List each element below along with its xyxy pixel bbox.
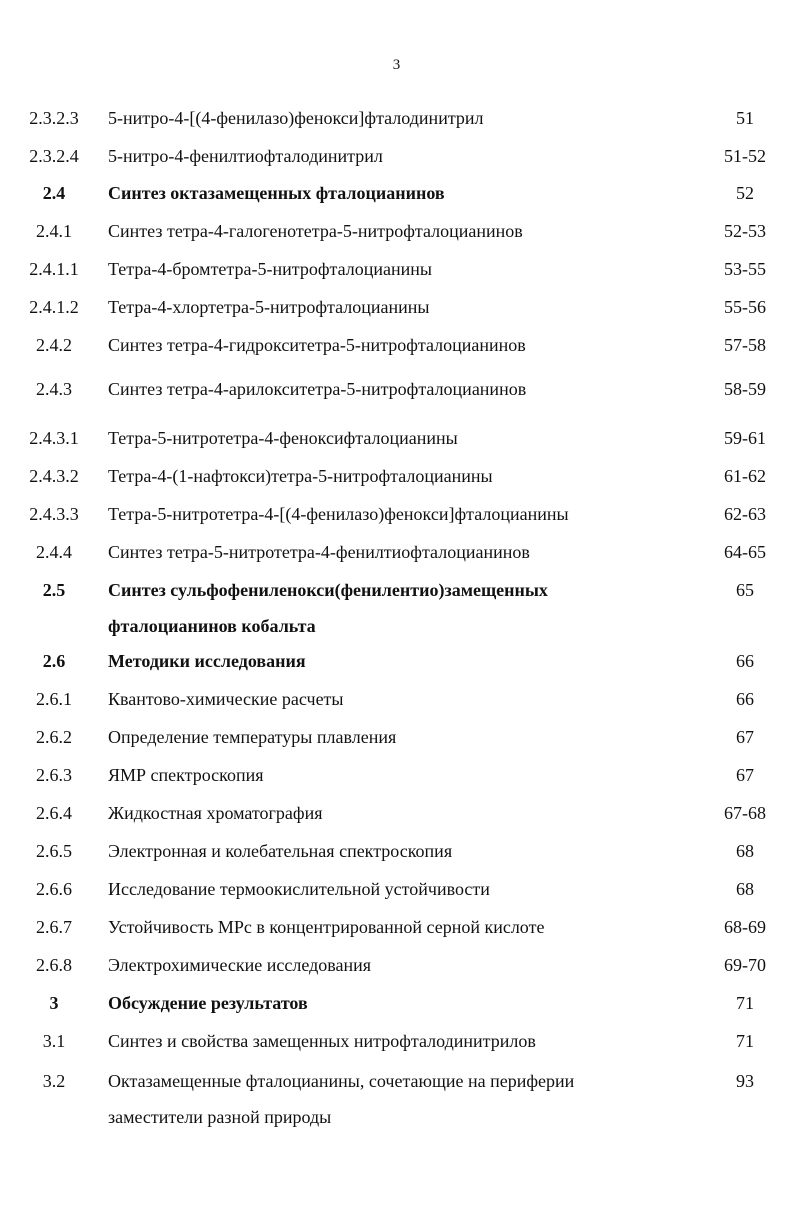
toc-row [0, 180, 793, 206]
toc-title: 5-нитро-4-[(4-фенилазо)фенокси]фталодинитрил [108, 108, 484, 128]
toc-number: 2.4 [42, 183, 66, 203]
toc-row [0, 1028, 793, 1054]
toc-row [0, 218, 793, 244]
toc-row [0, 990, 793, 1016]
toc-row [0, 463, 793, 489]
toc-row [0, 143, 793, 169]
toc-number: 2.4.1.2 [29, 297, 79, 317]
toc-row [0, 838, 793, 864]
toc-page: 66 [736, 651, 754, 671]
toc-page: 52-53 [724, 221, 766, 241]
toc-number: 2.6 [42, 651, 66, 671]
toc-row [0, 952, 793, 978]
toc-page: 93 [736, 1071, 754, 1091]
toc-page: 52 [736, 183, 754, 203]
toc-page: 61-62 [724, 466, 766, 486]
toc-number: 2.6.2 [36, 727, 72, 747]
toc-title: Устойчивость MPc в концентрированной серной кислоте [108, 917, 545, 937]
toc-row [0, 724, 793, 750]
toc-title: Обсуждение результатов [108, 993, 308, 1013]
toc-title: Синтез октазамещенных фталоцианинов [108, 183, 445, 203]
toc-number: 2.4.1 [36, 221, 72, 241]
toc-number: 2.6.8 [36, 955, 72, 975]
toc-page: 51-52 [724, 146, 766, 166]
toc-row [0, 105, 793, 131]
toc-number: 2.6.5 [36, 841, 72, 861]
toc-title: Электронная и колебательная спектроскопия [108, 841, 453, 861]
toc-row [0, 294, 793, 320]
toc-number: 2.6.7 [36, 917, 72, 937]
toc-page: 62-63 [724, 504, 766, 524]
toc-number: 2.3.2.3 [29, 108, 79, 128]
toc-page: 64-65 [724, 542, 766, 562]
toc-title: Октазамещенные фталоцианины, сочетающие на периферии [108, 1071, 575, 1091]
toc-page: 51 [736, 108, 754, 128]
toc-title: Тетра-5-нитротетра-4-[(4-фенилазо)фенокси]фталоцианины [108, 504, 569, 524]
toc-title: Тетра-4-бромтетра-5-нитрофталоцианины [108, 259, 432, 279]
toc-page: 68-69 [724, 917, 766, 937]
toc-number: 2.6.1 [36, 689, 72, 709]
toc-number: 3.1 [42, 1031, 66, 1051]
toc-row [0, 914, 793, 940]
toc-number: 2.4.3.1 [29, 428, 79, 448]
toc-title: Синтез и свойства замещенных нитрофталодинитрилов [108, 1031, 536, 1051]
toc-page: 66 [736, 689, 754, 709]
toc-row [0, 256, 793, 282]
toc-title: Исследование термоокислительной устойчивости [108, 879, 490, 899]
toc-page: 57-58 [724, 335, 766, 355]
toc-page: 69-70 [724, 955, 766, 975]
toc-number: 2.6.6 [36, 879, 72, 899]
toc-page: 55-56 [724, 297, 766, 317]
toc-title: Квантово-химические расчеты [108, 689, 344, 709]
toc-row [0, 501, 793, 527]
toc-number: 2.4.2 [36, 335, 72, 355]
toc-row [0, 425, 793, 451]
toc-title-continuation: фталоцианинов кобальта [108, 616, 316, 636]
toc-page: 67-68 [724, 803, 766, 823]
toc-row [0, 648, 793, 674]
toc-number: 2.4.3.2 [29, 466, 79, 486]
toc-row [0, 539, 793, 565]
toc-title: Синтез тетра-4-галогенотетра-5-нитрофталоцианинов [108, 221, 523, 241]
toc-row [0, 762, 793, 788]
toc-row [0, 800, 793, 826]
toc-page: 68 [736, 841, 754, 861]
toc-number: 2.5 [42, 580, 66, 600]
toc-row [0, 577, 793, 603]
toc-page: 59-61 [724, 428, 766, 448]
toc-title: Синтез тетра-4-арилокситетра-5-нитрофталоцианинов [108, 379, 527, 399]
toc-row [0, 332, 793, 358]
toc-title: Электрохимические исследования [108, 955, 372, 975]
toc-page: 67 [736, 727, 754, 747]
toc-number: 3.2 [42, 1071, 66, 1091]
toc-number: 2.6.3 [36, 765, 72, 785]
toc-number: 2.3.2.4 [29, 146, 79, 166]
toc-title: ЯМР спектроскопия [108, 765, 264, 785]
toc-title: Синтез тетра-4-гидрокситетра-5-нитрофталоцианинов [108, 335, 526, 355]
toc-page: 53-55 [724, 259, 766, 279]
toc-page: 71 [736, 1031, 754, 1051]
toc-title: Жидкостная хроматография [108, 803, 323, 823]
toc-title-continuation: заместители разной природы [108, 1107, 332, 1127]
toc-page: 71 [736, 993, 754, 1013]
toc-number: 2.4.4 [36, 542, 72, 562]
toc-title: Тетра-4-хлортетра-5-нитрофталоцианины [108, 297, 430, 317]
toc-title: 5-нитро-4-фенилтиофталодинитрил [108, 146, 383, 166]
toc-title: Определение температуры плавления [108, 727, 397, 747]
toc-number: 3 [49, 993, 59, 1013]
toc-row [0, 876, 793, 902]
toc-row [0, 1068, 793, 1094]
toc-title: Тетра-4-(1-нафтокси)тетра-5-нитрофталоцианины [108, 466, 493, 486]
toc-page: 58-59 [724, 379, 766, 399]
toc-title: Синтез тетра-5-нитротетра-4-фенилтиофталоцианинов [108, 542, 530, 562]
toc-row [0, 376, 793, 402]
toc-page: 67 [736, 765, 754, 785]
toc-number: 2.4.1.1 [29, 259, 79, 279]
page-number: 3 [392, 57, 401, 73]
toc-row [0, 686, 793, 712]
toc-title: Синтез сульфофениленокси(фенилентио)замещенных [108, 580, 548, 600]
toc-number: 2.4.3.3 [29, 504, 79, 524]
toc-number: 2.6.4 [36, 803, 72, 823]
toc-number: 2.4.3 [36, 379, 72, 399]
toc-page: 68 [736, 879, 754, 899]
toc-page: 65 [736, 580, 754, 600]
toc-title: Тетра-5-нитротетра-4-феноксифталоцианины [108, 428, 458, 448]
toc-title: Методики исследования [108, 651, 306, 671]
